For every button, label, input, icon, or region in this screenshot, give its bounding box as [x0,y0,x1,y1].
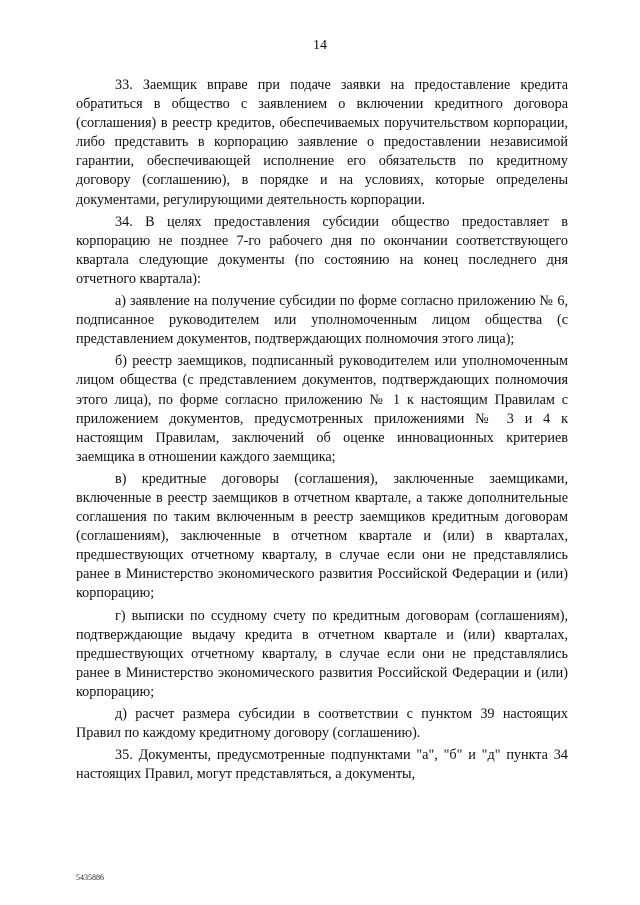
paragraph-33: 33. Заемщик вправе при подаче заявки на предоставление кредита обратиться в общество с заявлением о включении кредитного договора (соглашения) в реестр кредитов, обеспечиваемых поручительством корпорации, либо представить в корпорацию заявление о предоставлении независимой гарантии, обеспечивающей исполнение его обязательств по кредитному договору (соглашению), в порядке и на условиях, которые определены документами, регулирующими деятельность корпорации. [76,77,568,208]
paragraph-34-v: в) кредитные договоры (соглашения), заключенные заемщиками, включенные в реестр заемщиков в отчетном квартале, а также дополнительные соглашения по таким включенным в реестр заемщиков кредитным договорам (соглашениям), заключенные в отчетном квартале и (или) в кварталах, предшествующих отчетному кварталу, в случае если они не представлялись ранее в Министерство экономического развития Российской Федерации и (или) корпорацию; [76,470,568,602]
document-id: 5435886 [76,873,104,882]
paragraph-34-b: б) реестр заемщиков, подписанный руководителем или уполномоченным лицом общества (с представлением документов, подтверждающих полномочия этого лица), по форме согласно приложению № 1 к настоящим Правилам с приложением документов, предусмотренных приложениями № 3 и 4 к настоящим Правилам, заключений об оценке инновационных критериев заемщика в отношении каждого заемщика; [76,353,568,465]
paragraph-34-a: а) заявление на получение субсидии по форме согласно приложению № 6, подписанное руководителем или уполномоченным лицом общества (с представлением документов, подтверждающих полномочия этого лица); [76,293,568,348]
page-number: 14 [313,38,327,53]
paragraph-34-g: г) выписки по ссудному счету по кредитным договорам (соглашениям), подтверждающие выдачу кредита в отчетном квартале и (или) кварталах, предшествующих отчетному кварталу, в случае если они не представлялись ранее в Министерство экономического развития Российской Федерации и (или) корпорацию; [76,607,568,700]
paragraph-34-d: д) расчет размера субсидии в соответствии с пунктом 39 настоящих Правил по каждому кредитному договору (соглашению). [76,706,568,742]
paragraph-35: 35. Документы, предусмотренные подпунктами "а", "б" и "д" пункта 34 настоящих Правил, могут представляться, а документы, [76,747,568,783]
paragraph-34: 34. В целях предоставления субсидии общество предоставляет в корпорацию не позднее 7-го рабочего дня по окончании соответствующего квартала следующие документы (по состоянию на конец последнего дня отчетного квартала): [76,213,568,287]
document-body [76,76,568,787]
